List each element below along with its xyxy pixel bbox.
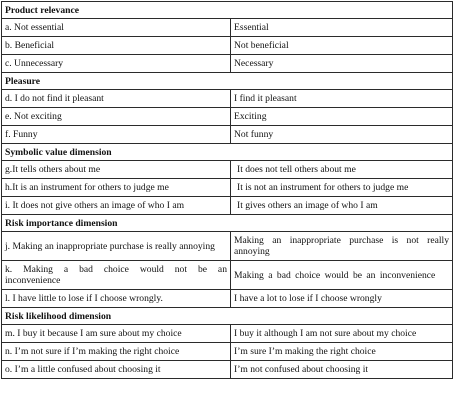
section-row <box>2 215 453 232</box>
left-item: n. I’m not sure if I’m making the right choice <box>2 343 231 361</box>
right-item: I buy it although I am not sure about my choice <box>231 325 453 343</box>
right-item: Essential <box>231 19 453 37</box>
left-item: d. I do not find it pleasant <box>2 90 231 108</box>
table-row <box>2 161 453 179</box>
right-item: I have a lot to lose if I choose wrongly <box>231 290 453 308</box>
left-item: b. Beneficial <box>2 37 231 55</box>
section-heading-symbolic-value: Symbolic value dimension <box>2 144 453 161</box>
table-row <box>2 261 453 290</box>
section-row <box>2 73 453 90</box>
right-item: It is not an instrument for others to judge me <box>231 179 453 197</box>
left-item: k. Making a bad choice would not be an inconvenience <box>2 261 231 290</box>
table-row <box>2 343 453 361</box>
section-row <box>2 144 453 161</box>
section-row <box>2 2 453 19</box>
left-item: e. Not exciting <box>2 108 231 126</box>
table-row <box>2 108 453 126</box>
right-item: It does not tell others about me <box>231 161 453 179</box>
table-row <box>2 179 453 197</box>
left-item: f. Funny <box>2 126 231 144</box>
section-heading-risk-likelihood: Risk likelihood dimension <box>2 308 453 325</box>
table-row <box>2 290 453 308</box>
left-item: g.It tells others about me <box>2 161 231 179</box>
right-item: I find it pleasant <box>231 90 453 108</box>
left-item: m. I buy it because I am sure about my choice <box>2 325 231 343</box>
table-row <box>2 232 453 261</box>
left-item: j. Making an inappropriate purchase is really annoying <box>2 232 231 261</box>
right-item: I’m not confused about choosing it <box>231 361 453 379</box>
left-item: c. Unnecessary <box>2 55 231 73</box>
table-row <box>2 90 453 108</box>
section-heading-risk-importance: Risk importance dimension <box>2 215 453 232</box>
left-item: l. I have little to lose if I choose wrongly. <box>2 290 231 308</box>
left-item: a. Not essential <box>2 19 231 37</box>
table-row <box>2 55 453 73</box>
table-row <box>2 197 453 215</box>
right-item: Exciting <box>231 108 453 126</box>
right-item: Making an inappropriate purchase is not really annoying <box>231 232 453 261</box>
right-item: I’m sure I’m making the right choice <box>231 343 453 361</box>
right-item: Not funny <box>231 126 453 144</box>
table-row <box>2 37 453 55</box>
table-row <box>2 19 453 37</box>
semantic-differential-table <box>1 1 453 379</box>
left-item: i. It does not give others an image of who I am <box>2 197 231 215</box>
right-item: It gives others an image of who I am <box>231 197 453 215</box>
section-heading-product-relevance: Product relevance <box>2 2 453 19</box>
right-item: Necessary <box>231 55 453 73</box>
table-row <box>2 126 453 144</box>
section-heading-pleasure: Pleasure <box>2 73 453 90</box>
right-item: Not beneficial <box>231 37 453 55</box>
section-row <box>2 308 453 325</box>
table-row <box>2 325 453 343</box>
table-row <box>2 361 453 379</box>
right-item: Making a bad choice would be an inconvenience <box>231 261 453 290</box>
left-item: o. I’m a little confused about choosing it <box>2 361 231 379</box>
left-item: h.It is an instrument for others to judge me <box>2 179 231 197</box>
